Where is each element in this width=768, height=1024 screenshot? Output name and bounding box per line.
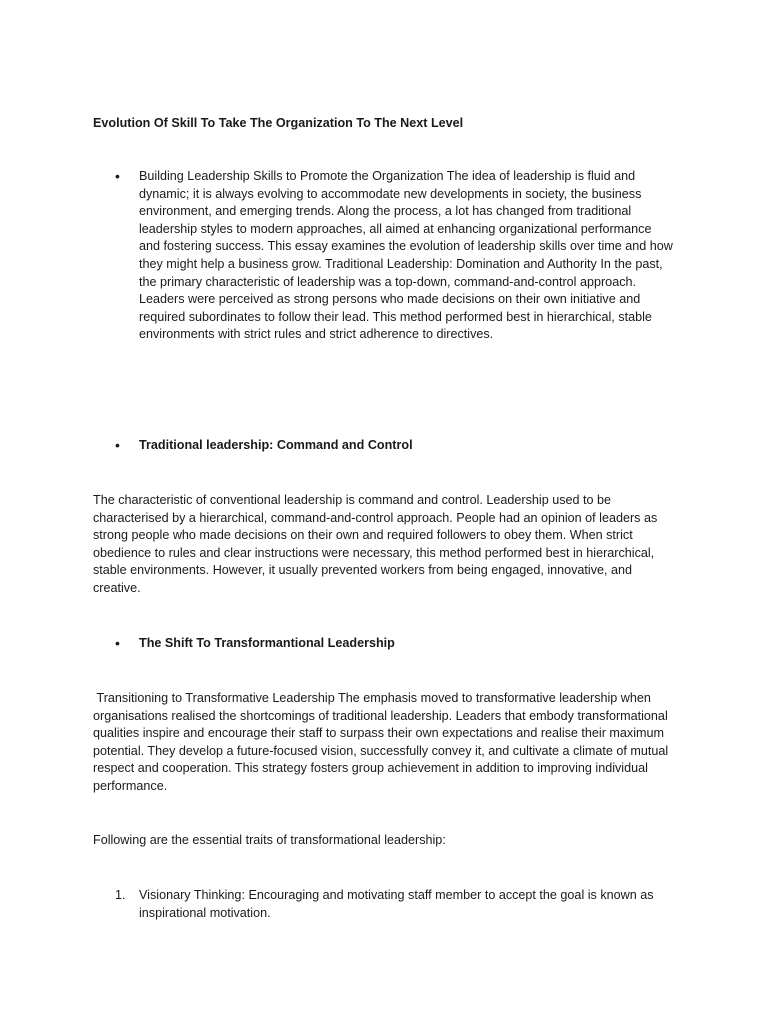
document-title: Evolution Of Skill To Take The Organization To The Next Level — [93, 116, 464, 130]
numbered-item-visionary-thinking — [115, 887, 675, 922]
numbered-item-text: Visionary Thinking: Encouraging and motivating staff member to accept the goal is known as inspirational motivation. — [139, 888, 654, 920]
bullet-item-transformational-shift — [115, 635, 675, 653]
paragraph-transformative-leadership: Transitioning to Transformative Leadership The emphasis moved to transformative leadership when organisations realised the shortcomings of traditional leadership. Leaders that embody transformational qualities inspire and encourage their staff to surpass their own expectations and realise their maximum potential. They develop a future-focused vision, successfully convey it, and cultivate a climate of mutual respect and cooperation. This strategy fosters group achievement in addition to improving individual performance. — [93, 691, 672, 793]
number-marker: 1. — [115, 888, 126, 902]
bullet-marker: • — [115, 635, 120, 651]
bullet-marker: • — [115, 437, 120, 453]
section-heading: Traditional leadership: Command and Control — [139, 438, 413, 452]
paragraph-essential-traits: Following are the essential traits of transformational leadership: — [93, 833, 446, 847]
bullet-item-leadership-skills — [115, 168, 675, 344]
bullet-text: Building Leadership Skills to Promote the Organization The idea of leadership is fluid and dynamic; it is always evolving to accommodate new developments in society, the business environment, and emerging trends. Along the process, a lot has changed from traditional leadership styles to modern approaches, all aimed at enhancing organizational performance and fostering success. This essay examines the evolution of leadership skills over time and how they might help a business grow. Traditional Leadership: Domination and Authority In the past, the primary characteristic of leadership was a top-down, command-and-control approach. Leaders were perceived as strong persons who made decisions on their own initiative and required subordinates to follow their lead. This method performed best in hierarchical, stable environments with strict rules and strict adherence to directives. — [139, 169, 673, 342]
section-heading: The Shift To Transformantional Leadership — [139, 636, 395, 650]
paragraph-command-control: The characteristic of conventional leadership is command and control. Leadership used to be characterised by a hierarchical, command-and-control approach. People had an opinion of leaders as strong people who made decisions on their own and required followers to obey them. When strict obedience to rules and clear instructions were necessary, this method performed best in hierarchical, stable environments. However, it usually prevented workers from being engaged, innovative, and creative. — [93, 493, 658, 595]
bullet-item-traditional-leadership — [115, 437, 675, 455]
bullet-marker: • — [115, 168, 120, 184]
